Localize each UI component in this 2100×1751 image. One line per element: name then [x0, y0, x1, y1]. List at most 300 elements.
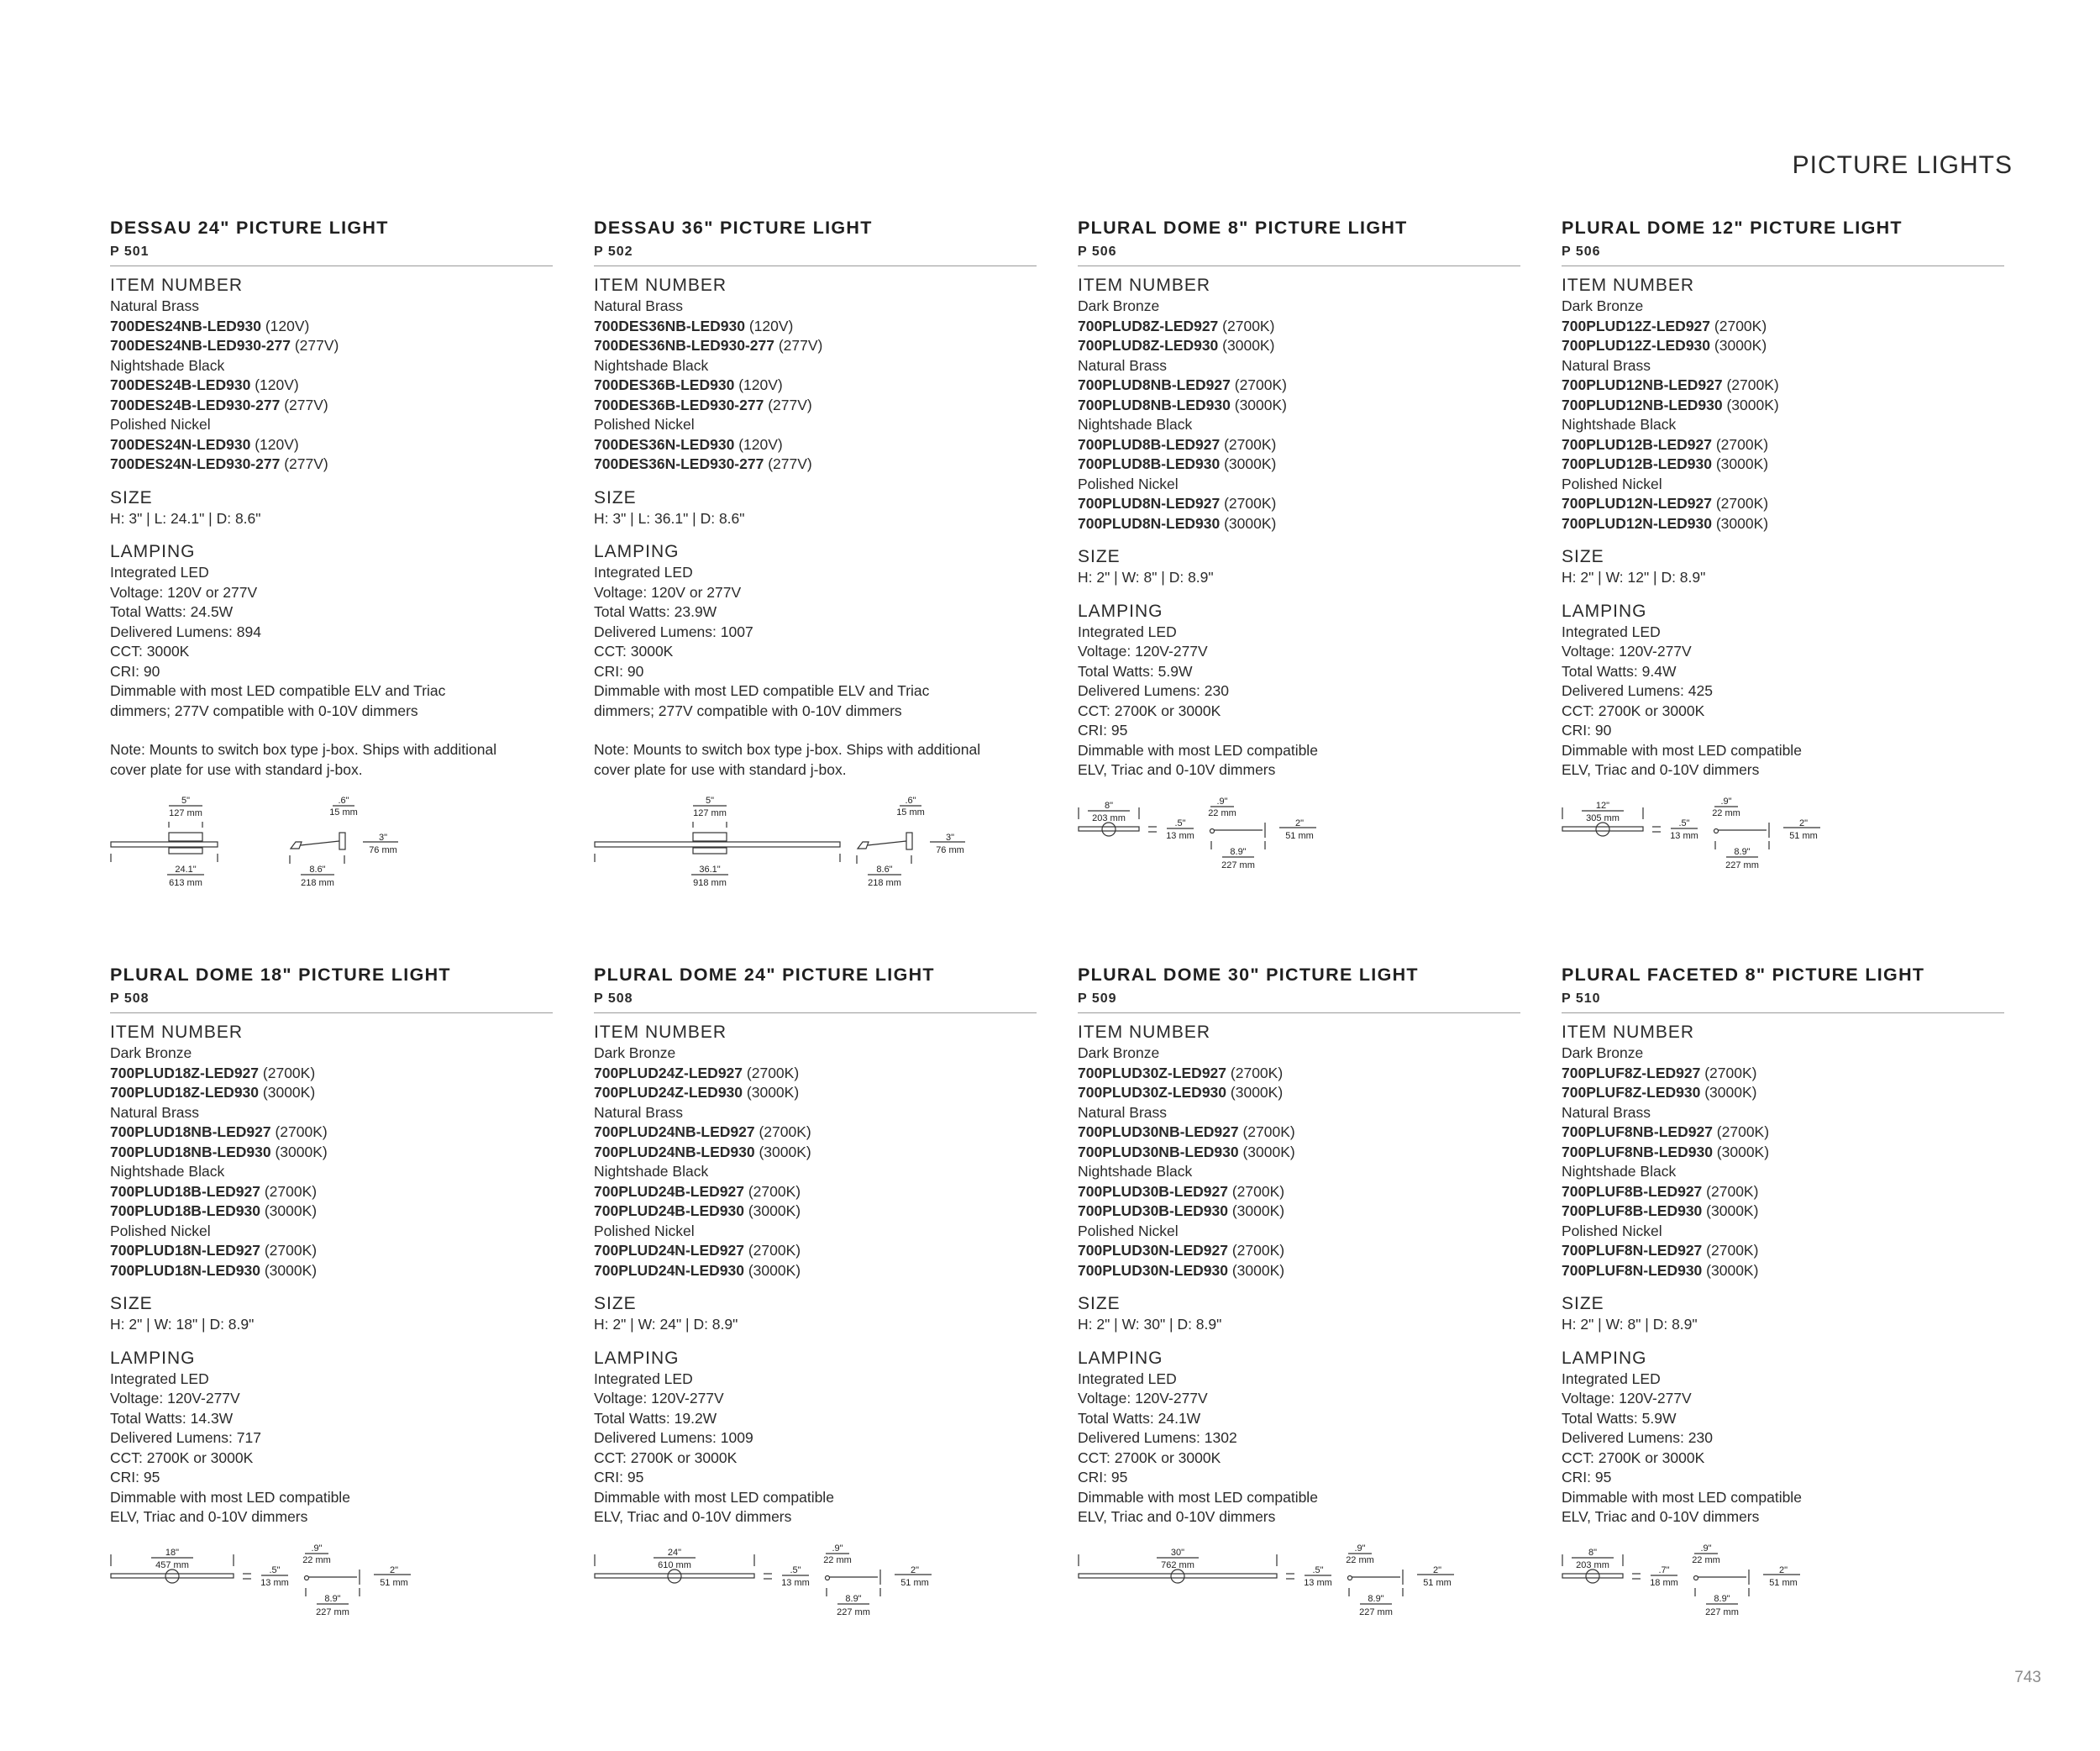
item-spec: (2700K): [1714, 317, 1767, 334]
lamping-line: Delivered Lumens: 425: [1562, 682, 1713, 699]
lamping-line: Voltage: 120V or 277V: [110, 583, 258, 601]
lamping-line: Dimmable with most LED compatible: [1562, 741, 1802, 759]
item-number-row: [110, 1123, 553, 1143]
lamp-head-shape: [1348, 1575, 1352, 1580]
lamping-line: Total Watts: 9.4W: [1562, 662, 1677, 680]
page-reference: P 509: [1078, 990, 1520, 1013]
finish-label: Dark Bronze: [110, 1044, 192, 1061]
arm-mm-label: 15 mm: [896, 807, 925, 818]
lamping-line: Total Watts: 14.3W: [110, 1409, 234, 1427]
item-code: 700PLUD30NB-LED927: [1078, 1123, 1239, 1140]
page-reference: P 510: [1562, 990, 2004, 1013]
finish-label: Nightshade Black: [1562, 416, 1677, 433]
size-value: H: 3" | L: 36.1" | D: 8.6": [594, 509, 745, 527]
item-spec: (277V): [284, 455, 328, 472]
lamping-line: ELV, Triac and 0-10V dimmers: [110, 1508, 308, 1525]
item-code: 700PLUD30N-LED930: [1078, 1261, 1228, 1279]
finish-label: Polished Nickel: [1078, 1222, 1179, 1239]
item-spec: (277V): [768, 396, 812, 413]
front-inch-label: .7": [1658, 1564, 1670, 1575]
finish-label: Polished Nickel: [110, 1222, 211, 1239]
item-code: 700PLUF8N-LED930: [1562, 1261, 1703, 1279]
item-number-row: [110, 1182, 553, 1202]
lamping-line: Voltage: 120V-277V: [1078, 643, 1208, 660]
lamping-line: Integrated LED: [1562, 623, 1661, 640]
canopy-shape: [169, 833, 202, 841]
lamping-heading: LAMPING: [1078, 601, 1163, 621]
item-number-row: [110, 1241, 553, 1261]
item-spec: (120V): [738, 376, 783, 393]
front-mm-label: 18 mm: [1650, 1577, 1678, 1588]
item-number-row: [1078, 396, 1520, 416]
item-spec: (2700K): [1231, 1182, 1285, 1200]
width-mm-label: 762 mm: [1161, 1559, 1194, 1570]
arm-inch-label: .9": [832, 1543, 843, 1554]
page-reference: P 502: [594, 243, 1037, 266]
item-spec: (3000K): [1224, 455, 1277, 472]
lamping-heading: LAMPING: [1078, 1348, 1163, 1368]
finish-label: Nightshade Black: [110, 356, 225, 374]
lamping-line: CCT: 2700K or 3000K: [1562, 702, 1705, 719]
item-code: 700DES24N-LED930: [110, 435, 251, 453]
lamping-line: CRI: 95: [594, 1469, 644, 1485]
item-spec: (277V): [768, 455, 812, 472]
item-code: 700PLUD12B-LED930: [1562, 455, 1712, 472]
item-number-row: [1562, 435, 2004, 455]
item-number-row: [1562, 1182, 2004, 1202]
item-code: 700PLUD8NB-LED927: [1078, 376, 1231, 393]
item-spec: (2700K): [1242, 1123, 1295, 1140]
arm-mm-label: 22 mm: [302, 1554, 331, 1565]
product-name: PLURAL DOME 30" PICTURE LIGHT: [1078, 965, 1419, 985]
depth-mm-label: 227 mm: [1705, 1606, 1739, 1617]
lamping-line: Integrated LED: [1078, 1370, 1177, 1387]
item-spec: (3000K): [1716, 1143, 1770, 1160]
arm-inch-label: .6": [338, 796, 349, 806]
item-spec: (2700K): [1231, 1242, 1285, 1259]
lamping-line: Integrated LED: [594, 1370, 693, 1387]
length-inch-label: 36.1": [699, 865, 721, 875]
finish-label: Natural Brass: [594, 1103, 684, 1121]
item-spec: (3000K): [1706, 1202, 1759, 1219]
product-card: [594, 216, 1037, 891]
item-code: 700PLUD24N-LED927: [594, 1242, 744, 1259]
item-code: 700PLUD30B-LED930: [1078, 1202, 1228, 1219]
item-code: 700PLUF8NB-LED930: [1562, 1143, 1713, 1160]
item-spec: (3000K): [275, 1143, 328, 1160]
page-reference: P 501: [110, 243, 553, 266]
canopy-mm-label: 127 mm: [693, 808, 727, 818]
item-spec: (3000K): [1231, 1261, 1285, 1279]
item-number-row: [1078, 1083, 1520, 1103]
depth-inch-label: 8.6": [309, 865, 326, 875]
lamping-line: Dimmable with most LED compatible: [594, 1488, 834, 1506]
lamping-heading: LAMPING: [110, 1348, 196, 1368]
item-number-row: [1562, 1123, 2004, 1143]
lamping-heading: LAMPING: [110, 542, 196, 561]
size-heading: SIZE: [110, 487, 153, 507]
lamping-line: ELV, Triac and 0-10V dimmers: [1562, 761, 1760, 778]
item-spec: (2700K): [748, 1182, 801, 1200]
depth-mm-label: 227 mm: [1359, 1606, 1393, 1617]
item-number-row: [1078, 455, 1520, 475]
arm-shape: [301, 841, 339, 845]
lamp-head-shape: [858, 842, 869, 849]
item-code: 700PLUD24Z-LED930: [594, 1084, 743, 1101]
item-spec: (3000K): [1726, 396, 1779, 413]
item-spec: (2700K): [1716, 1123, 1770, 1140]
finish-label: Polished Nickel: [1562, 1222, 1662, 1239]
lamp-head-shape: [291, 842, 302, 849]
item-code: 700PLUD12NB-LED930: [1562, 396, 1723, 413]
lamp-head-shape: [1694, 1575, 1698, 1580]
lamping-heading: LAMPING: [594, 1348, 680, 1368]
lamping-line: Integrated LED: [110, 564, 209, 581]
item-number-row: [594, 1083, 1037, 1103]
size-value: H: 2" | W: 8" | D: 8.9": [1078, 569, 1214, 586]
depth-inch-label: 8.9": [1368, 1593, 1384, 1604]
item-number-row: [1078, 1143, 1520, 1163]
item-code: 700DES24B-LED930-277: [110, 396, 281, 413]
item-number-row: [1562, 336, 2004, 356]
item-spec: (2700K): [264, 1242, 318, 1259]
item-spec: (2700K): [1715, 435, 1769, 453]
lamping-line: Delivered Lumens: 717: [110, 1429, 261, 1446]
depth-inch-label: 8.9": [1714, 1593, 1730, 1604]
depth-mm-label: 227 mm: [316, 1606, 349, 1617]
lamping-line: Voltage: 120V or 277V: [594, 583, 742, 601]
item-number-heading: ITEM NUMBER: [1078, 276, 1210, 295]
lamping-line: Delivered Lumens: 1007: [594, 623, 753, 640]
lamping-line: Delivered Lumens: 894: [110, 623, 261, 640]
item-code: 700DES36B-LED930-277: [594, 396, 764, 413]
item-number-row: [1562, 1083, 2004, 1103]
item-number-row: [1562, 514, 2004, 534]
canopy-shape: [169, 848, 202, 854]
item-spec: (3000K): [1242, 1143, 1295, 1160]
lamping-line: Total Watts: 23.9W: [594, 603, 717, 620]
height-inch-label: 2": [1798, 818, 1809, 828]
size-value: H: 2" | W: 30" | D: 8.9": [1078, 1316, 1222, 1333]
item-number-row: [1078, 1182, 1520, 1202]
item-spec: (277V): [284, 396, 328, 413]
lamping-line: ELV, Triac and 0-10V dimmers: [1562, 1508, 1760, 1525]
arm-mm-label: 22 mm: [823, 1554, 852, 1565]
item-code: 700PLUD18NB-LED927: [110, 1123, 271, 1140]
lamping-line: Integrated LED: [1078, 623, 1177, 640]
size-value: H: 3" | L: 24.1" | D: 8.6": [110, 509, 261, 527]
finish-label: Polished Nickel: [110, 416, 211, 433]
item-code: 700PLUD8B-LED930: [1078, 455, 1221, 472]
width-inch-label: 8": [1588, 1547, 1598, 1558]
lamping-line: Integrated LED: [110, 1370, 209, 1387]
size-heading: SIZE: [594, 1294, 637, 1313]
finish-label: Dark Bronze: [1562, 1044, 1644, 1061]
item-spec: (3000K): [264, 1202, 318, 1219]
height-mm-label: 51 mm: [1285, 830, 1314, 841]
height-inch-label: 2": [910, 1564, 920, 1575]
item-code: 700PLUF8NB-LED927: [1562, 1123, 1713, 1140]
width-inch-label: 30": [1170, 1547, 1185, 1558]
lamping-line: Total Watts: 5.9W: [1562, 1409, 1677, 1427]
item-number-row: [1562, 1143, 2004, 1163]
lamping-line: Delivered Lumens: 230: [1562, 1429, 1713, 1446]
lamping-line: Dimmable with most LED compatible: [1078, 1488, 1318, 1506]
item-code: 700PLUD24NB-LED927: [594, 1123, 755, 1140]
product-card: [1562, 963, 2004, 1620]
item-number-row: [1562, 455, 2004, 475]
lamping-line: Delivered Lumens: 1302: [1078, 1429, 1237, 1446]
item-spec: (3000K): [748, 1202, 801, 1219]
lamping-line: CCT: 2700K or 3000K: [110, 1449, 254, 1466]
finish-label: Polished Nickel: [1562, 475, 1662, 492]
product-card: [1078, 963, 1520, 1620]
arm-inch-label: .9": [1720, 796, 1732, 807]
lamping-line: Voltage: 120V-277V: [1562, 1390, 1692, 1407]
lamping-line: Delivered Lumens: 1009: [594, 1429, 753, 1446]
canopy-mm-label: 127 mm: [169, 808, 202, 818]
item-code: 700PLUD30Z-LED930: [1078, 1084, 1227, 1101]
finish-label: Dark Bronze: [594, 1044, 676, 1061]
page-reference: P 506: [1078, 243, 1520, 266]
item-spec: (3000K): [748, 1261, 801, 1279]
item-code: 700PLUD8B-LED927: [1078, 435, 1221, 453]
item-number-row: [1562, 1261, 2004, 1281]
finish-label: Natural Brass: [110, 297, 200, 314]
width-inch-label: 24": [667, 1547, 682, 1558]
item-code: 700PLUD24B-LED927: [594, 1182, 744, 1200]
item-number-row: [110, 376, 553, 396]
item-code: 700PLUD24B-LED930: [594, 1202, 744, 1219]
lamp-head-shape: [1210, 828, 1215, 833]
length-inch-label: 24.1": [175, 865, 197, 875]
size-heading: SIZE: [1562, 547, 1604, 566]
finish-label: Nightshade Black: [110, 1163, 225, 1180]
lamping-line: dimmers; 277V compatible with 0-10V dimmers: [594, 702, 902, 719]
finish-label: Polished Nickel: [1078, 475, 1179, 492]
item-code: 700DES36N-LED930-277: [594, 455, 764, 472]
height-mm-label: 51 mm: [1423, 1577, 1452, 1588]
item-code: 700DES24B-LED930: [110, 376, 251, 393]
front-mm-label: 13 mm: [1304, 1577, 1332, 1588]
item-spec: (2700K): [1222, 317, 1275, 334]
height-mm-label: 51 mm: [380, 1577, 408, 1588]
light-bar-shape: [1079, 1574, 1277, 1578]
light-bar-shape: [111, 1574, 234, 1578]
lamping-line: dimmers; 277V compatible with 0-10V dimmers: [110, 702, 418, 719]
lamp-head-shape: [1714, 828, 1719, 833]
finish-label: Natural Brass: [1078, 1103, 1168, 1121]
item-number-row: [594, 376, 1037, 396]
item-code: 700PLUD24NB-LED930: [594, 1143, 755, 1160]
mount-shape: [668, 1570, 681, 1583]
item-code: 700PLUD12N-LED927: [1562, 495, 1712, 512]
item-number-row: [1078, 376, 1520, 396]
width-inch-label: 8": [1104, 800, 1114, 811]
size-heading: SIZE: [110, 1294, 153, 1313]
item-spec: (2700K): [1706, 1182, 1759, 1200]
item-code: 700PLUD18B-LED927: [110, 1182, 260, 1200]
item-number-row: [110, 317, 553, 337]
height-mm-label: 76 mm: [369, 845, 397, 855]
item-code: 700DES36NB-LED930: [594, 317, 745, 334]
lamping-line: CCT: 2700K or 3000K: [1078, 1449, 1221, 1466]
item-number-row: [594, 336, 1037, 356]
front-mm-label: 13 mm: [1166, 830, 1194, 841]
product-card: [110, 216, 553, 891]
product-card: [1562, 216, 2004, 873]
item-number-row: [1078, 435, 1520, 455]
note-line: Note: Mounts to switch box type j-box. Ships with additional: [110, 741, 497, 758]
arm-mm-label: 22 mm: [1692, 1554, 1720, 1565]
size-heading: SIZE: [1078, 1294, 1121, 1313]
lamping-line: Total Watts: 24.5W: [110, 603, 234, 620]
item-number-row: [110, 1143, 553, 1163]
item-number-row: [1078, 336, 1520, 356]
lamping-line: Dimmable with most LED compatible: [1562, 1488, 1802, 1506]
item-number-row: [1078, 1123, 1520, 1143]
item-spec: (2700K): [1704, 1064, 1757, 1081]
page-reference: P 508: [110, 990, 553, 1013]
item-spec: (120V): [738, 435, 783, 453]
arm-inch-label: .6": [905, 796, 916, 806]
lamping-line: ELV, Triac and 0-10V dimmers: [594, 1508, 792, 1525]
item-code: 700DES36N-LED930: [594, 435, 735, 453]
product-name: PLURAL DOME 12" PICTURE LIGHT: [1562, 218, 1903, 238]
item-spec: (3000K): [1715, 514, 1769, 532]
dimension-diagram: [1562, 794, 1864, 873]
light-bar-shape: [1079, 827, 1139, 831]
lamping-line: Dimmable with most LED compatible ELV and Triac: [594, 682, 930, 699]
mounting-note: [594, 740, 1037, 780]
canopy-shape: [693, 833, 727, 841]
lamping-line: CRI: 90: [110, 662, 160, 680]
item-code: 700PLUD18NB-LED930: [110, 1143, 271, 1160]
lamping-line: Voltage: 120V-277V: [110, 1390, 240, 1407]
item-number-row: [594, 1143, 1037, 1163]
item-spec: (2700K): [748, 1242, 801, 1259]
item-number-row: [594, 1182, 1037, 1202]
item-number-row: [110, 435, 553, 455]
item-code: 700PLUD24N-LED930: [594, 1261, 744, 1279]
mounting-note: [110, 740, 553, 780]
item-spec: (2700K): [264, 1182, 318, 1200]
depth-inch-label: 8.6": [876, 865, 893, 875]
item-code: 700PLUD30Z-LED927: [1078, 1064, 1227, 1081]
lamping-line: CCT: 2700K or 3000K: [1078, 702, 1221, 719]
item-number-heading: ITEM NUMBER: [1562, 276, 1694, 295]
item-code: 700PLUF8B-LED927: [1562, 1182, 1703, 1200]
item-code: 700PLUD12Z-LED927: [1562, 317, 1711, 334]
item-code: 700PLUF8Z-LED930: [1562, 1084, 1701, 1101]
item-number-row: [594, 1241, 1037, 1261]
lamping-line: CCT: 3000K: [594, 643, 674, 660]
lamping-line: Total Watts: 19.2W: [594, 1409, 717, 1427]
finish-label: Dark Bronze: [1078, 1044, 1160, 1061]
arm-mm-label: 15 mm: [329, 807, 358, 818]
item-number-row: [1078, 514, 1520, 534]
item-number-row: [110, 336, 553, 356]
width-mm-label: 457 mm: [155, 1559, 189, 1570]
width-mm-label: 203 mm: [1092, 812, 1126, 823]
front-inch-label: .5": [269, 1564, 281, 1575]
backplate-shape: [906, 833, 912, 849]
mount-shape: [165, 1570, 179, 1583]
dimension-diagram: [110, 793, 530, 891]
item-number-row: [110, 455, 553, 475]
item-number-heading: ITEM NUMBER: [110, 276, 243, 295]
item-code: 700DES24NB-LED930-277: [110, 337, 291, 354]
item-spec: (3000K): [1234, 396, 1288, 413]
item-number-row: [1078, 494, 1520, 514]
canopy-shape: [693, 848, 727, 854]
width-inch-label: 18": [165, 1547, 180, 1558]
product-card: [594, 963, 1037, 1620]
finish-label: Natural Brass: [110, 1103, 200, 1121]
height-mm-label: 76 mm: [936, 845, 964, 855]
product-card: [110, 963, 553, 1620]
height-inch-label: 3": [378, 833, 388, 843]
arm-shape: [868, 841, 906, 845]
product-name: DESSAU 24" PICTURE LIGHT: [110, 218, 389, 238]
item-code: 700DES24N-LED930-277: [110, 455, 281, 472]
front-inch-label: .5": [1678, 818, 1690, 828]
item-number-row: [594, 1261, 1037, 1281]
depth-mm-label: 218 mm: [301, 878, 334, 888]
depth-inch-label: 8.9": [1230, 846, 1247, 857]
height-inch-label: 3": [945, 833, 955, 843]
lamping-line: Dimmable with most LED compatible: [1078, 741, 1318, 759]
item-spec: (3000K): [746, 1084, 800, 1101]
lamp-head-shape: [826, 1575, 830, 1580]
item-spec: (3000K): [1222, 337, 1275, 354]
finish-label: Natural Brass: [1562, 1103, 1651, 1121]
item-spec: (3000K): [759, 1143, 811, 1160]
size-heading: SIZE: [1078, 547, 1121, 566]
item-code: 700PLUD24Z-LED927: [594, 1064, 743, 1081]
item-spec: (3000K): [262, 1084, 316, 1101]
lamping-line: ELV, Triac and 0-10V dimmers: [1078, 761, 1276, 778]
item-number-row: [1078, 317, 1520, 337]
product-name: PLURAL DOME 8" PICTURE LIGHT: [1078, 218, 1408, 238]
item-number-row: [594, 455, 1037, 475]
lamping-line: CRI: 90: [594, 662, 644, 680]
item-spec: (3000K): [1706, 1261, 1759, 1279]
item-code: 700PLUD18B-LED930: [110, 1202, 260, 1219]
item-number-row: [1562, 396, 2004, 416]
item-number-row: [594, 317, 1037, 337]
mount-shape: [1171, 1570, 1184, 1583]
item-spec: (120V): [265, 317, 310, 334]
lamping-line: CCT: 2700K or 3000K: [594, 1449, 738, 1466]
finish-label: Natural Brass: [1078, 356, 1168, 374]
item-spec: (3000K): [1224, 514, 1277, 532]
finish-label: Polished Nickel: [594, 1222, 695, 1239]
width-mm-label: 305 mm: [1586, 812, 1620, 823]
note-line: cover plate for use with standard j-box.: [594, 760, 847, 778]
item-number-row: [110, 1083, 553, 1103]
size-heading: SIZE: [1562, 1294, 1604, 1313]
lamp-head-shape: [305, 1575, 309, 1580]
height-inch-label: 2": [1778, 1564, 1788, 1575]
height-inch-label: 2": [1294, 818, 1305, 828]
item-spec: (3000K): [1715, 455, 1769, 472]
depth-mm-label: 227 mm: [1725, 860, 1759, 870]
item-code: 700PLUF8B-LED930: [1562, 1202, 1703, 1219]
arm-inch-label: .9": [1354, 1543, 1366, 1554]
item-spec: (3000K): [1230, 1084, 1284, 1101]
product-name: DESSAU 36" PICTURE LIGHT: [594, 218, 873, 238]
